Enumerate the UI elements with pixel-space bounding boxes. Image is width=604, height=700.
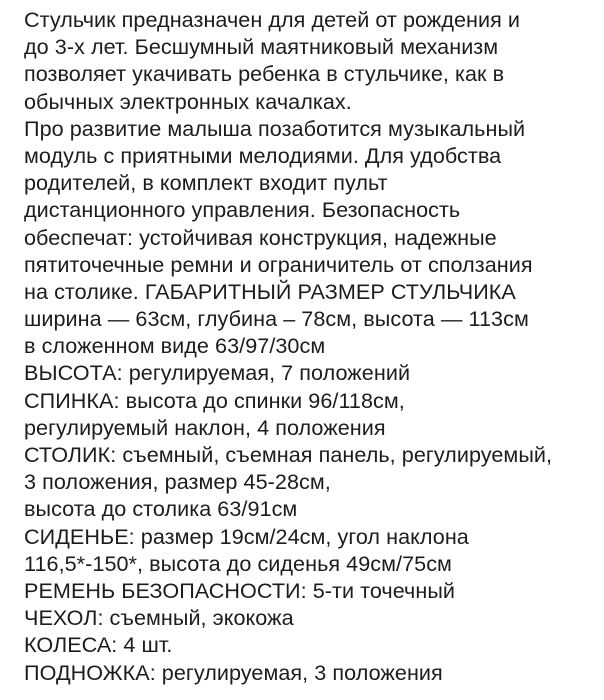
description-line: дистанционного управления. Безопасность bbox=[24, 197, 461, 223]
spec-line-seat: СИДЕНЬЕ: размер 19см/24см, угол наклона bbox=[24, 523, 469, 549]
spec-line-wheels: КОЛЕСА: 4 шт. bbox=[24, 632, 173, 658]
spec-line-backrest: регулируемый наклон, 4 положения bbox=[24, 414, 386, 440]
description-line: обеспечат: устойчивая конструкция, надежные bbox=[24, 224, 497, 250]
spec-line-backrest: СПИНКА: высота до спинки 96/118см, bbox=[24, 387, 405, 413]
spec-line-tray: 3 положения, размер 45-28см, bbox=[24, 469, 331, 495]
description-line: Про развитие малыша позаботится музыкальный bbox=[24, 115, 526, 141]
description-line: Стульчик предназначен для детей от рождения и bbox=[24, 7, 521, 32]
spec-line-seat: 116,5*-150*, высота до сиденья 49см/75см bbox=[24, 550, 452, 576]
spec-line-cover: ЧЕХОЛ: съемный, экокожа bbox=[24, 605, 294, 631]
description-line: обычных электронных качалках. bbox=[24, 88, 352, 114]
description-line: родителей, в комплект входит пульт bbox=[24, 170, 388, 196]
description-line: пятиточечные ремни и ограничитель от сползания bbox=[24, 251, 533, 277]
product-description bbox=[24, 6, 604, 686]
description-line: ширина — 63см, глубина – 78см, высота — 113см bbox=[24, 306, 529, 332]
spec-line-footrest: ПОДНОЖКА: регулируемая, 3 положения bbox=[24, 659, 443, 685]
description-line: до 3-х лет. Бесшумный маятниковый механизм bbox=[24, 34, 499, 60]
spec-line-safety-belt: РЕМЕНЬ БЕЗОПАСНОСТИ: 5-ти точечный bbox=[24, 577, 456, 603]
description-line: модуль с приятными мелодиями. Для удобства bbox=[24, 142, 502, 168]
description-line: на столике. ГАБАРИТНЫЙ РАЗМЕР СТУЛЬЧИКА bbox=[24, 278, 516, 304]
spec-line-tray: СТОЛИК: съемный, съемная панель, регулируемый, bbox=[24, 442, 553, 467]
spec-line-height: ВЫСОТА: регулируемая, 7 положений bbox=[24, 360, 411, 386]
spec-line-tray: высота до столика 63/91см bbox=[24, 496, 298, 522]
description-line: в сложенном виде 63/97/30см bbox=[24, 333, 326, 359]
description-line: позволяет укачивать ребенка в стульчике, как в bbox=[24, 61, 505, 87]
